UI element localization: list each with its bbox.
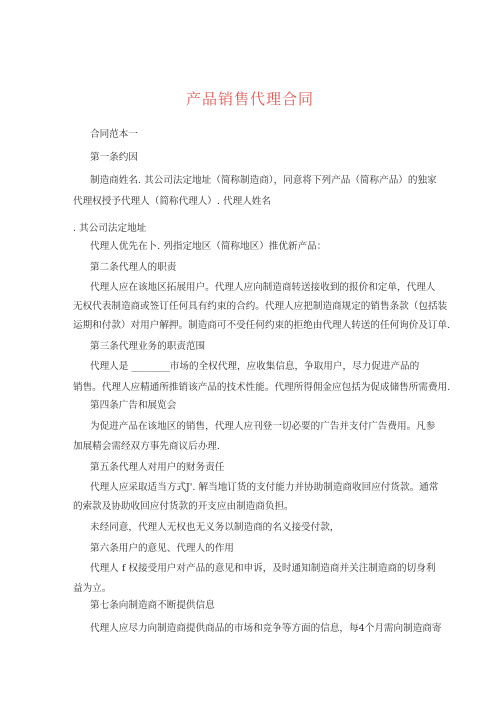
body-line: 代理权授予代理人（简称代理人）. 代理人姓名 bbox=[73, 196, 271, 207]
body-line: 益为立。 bbox=[73, 583, 112, 594]
document-title: 产品销售代理合同 bbox=[185, 90, 314, 108]
body-line: 代理人 f 权接受用户对产品的意见和申诉，及时通知制造商并关注制造商的切身利 bbox=[90, 563, 436, 574]
body-line: 制造商姓名. 其公司法定地址（简称制造商），同意将下列产品（简称产品）的独家 bbox=[90, 175, 437, 186]
body-line: 代理人应采取适当方式J'. 解当地订货的支付能力并协助制造商收回应付货款。通常 bbox=[90, 482, 439, 493]
body-line: 代理人是 ________市场的全权代理，应收集信息，争取用户，尽力促进产品的 bbox=[90, 361, 420, 372]
body-line: 为促进产品在该地区的销售，代理人应刊登一切必要的广告并支付广告费用。凡参 bbox=[90, 421, 436, 432]
heading-article-4: 第四条广告和展览会 bbox=[90, 400, 177, 411]
body-line: 运期和付款）对用户解押。制造商可不受任何约束的拒绝由代理人转送的任何询价及订单. bbox=[73, 320, 451, 331]
body-line: 加展精会需经双方事先商议后办理. bbox=[73, 441, 220, 452]
body-line: . 其公司法定地址 bbox=[73, 223, 147, 234]
heading-article-7: 第七条向制造商不断提供信息 bbox=[90, 600, 215, 611]
body-line: 代理人优先在卜. 列指定地区（简称地区）推优新产品： bbox=[90, 241, 327, 252]
heading-contract-sample: 合同范本一 bbox=[90, 129, 138, 140]
heading-article-6: 第六条用户的意见、代理人的作用 bbox=[90, 543, 234, 554]
heading-article-3: 第三条代理业务的职责范围 bbox=[90, 341, 206, 352]
body-line: 无权代表制造商或签订任何具有约束的合约。代理人应把制造商规定的销售条款（包括装 bbox=[73, 301, 448, 312]
heading-article-2: 第二条代理人的职责 bbox=[90, 262, 177, 273]
body-line: 代理人应在该地区拓展用户。代理人应向制造商转送接收到的报价和定单，代理人 bbox=[90, 282, 436, 293]
heading-article-5: 第五条代理人对用户的财务责任 bbox=[90, 462, 225, 473]
body-line: 销售。代理人应精通所推销该产品的技术性能。代理所得佣金应包括为促成储售所需费用. bbox=[73, 382, 451, 393]
body-line: 代理人应尽力向制造商提供商品的市场和竞争等方面的信息，每4个月需向制造商寄 bbox=[90, 623, 442, 634]
body-line: 的索款及协助收回应付货款的开支应由制造商负担。 bbox=[73, 501, 294, 512]
body-line: 未经同意，代理人无权也无义务以制造商的名义接受付款， bbox=[90, 522, 340, 533]
heading-article-1: 第一条约因 bbox=[90, 152, 138, 163]
